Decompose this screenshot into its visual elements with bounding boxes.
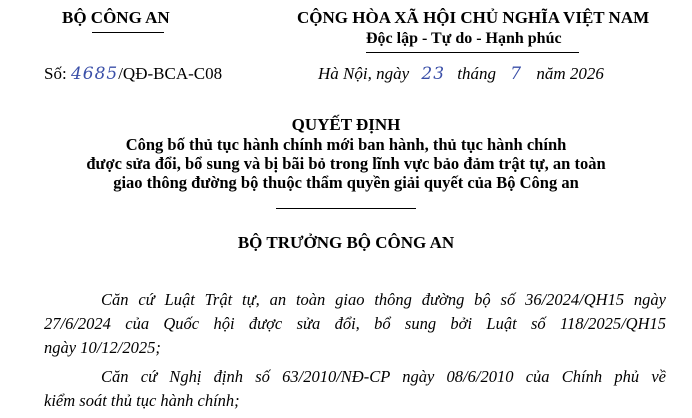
basis-line: Căn cứ Luật Trật tự, an toàn giao thông đường bộ số 36/2024/QH15 ngày <box>101 290 666 309</box>
date-year: năm 2026 <box>532 64 604 83</box>
document-number <box>44 64 222 84</box>
motto-underline <box>366 52 579 53</box>
legal-basis-2 <box>44 365 666 413</box>
date-place: Hà Nội, ngày <box>318 64 414 83</box>
date-day: 23 <box>421 64 446 84</box>
document-number-suffix: /QĐ-BCA-C08 <box>118 64 223 83</box>
country-name: CỘNG HÒA XÃ HỘI CHỦ NGHĨA VIỆT NAM <box>297 8 650 27</box>
basis-line: Căn cứ Nghị định số 63/2010/NĐ-CP ngày 08/6/2010 của Chính phủ về <box>101 367 666 386</box>
legal-basis-1 <box>44 288 666 360</box>
decision-title: QUYẾT ĐỊNH <box>291 115 401 134</box>
subject-line: được sửa đổi, bổ sung và bị bãi bỏ trong lĩnh vực bảo đảm trật tự, an toàn <box>86 154 606 173</box>
issuing-authority: BỘ TRƯỞNG BỘ CÔNG AN <box>237 233 455 252</box>
national-motto: Độc lập - Tự do - Hạnh phúc <box>366 30 562 47</box>
basis-line: 27/6/2024 của Quốc hội được sửa đổi, bổ sung bởi Luật số 118/2025/QH15 <box>44 314 666 333</box>
document-number-prefix: Số: <box>44 64 71 83</box>
decision-subject <box>0 135 692 192</box>
date-month-label: tháng <box>453 64 501 83</box>
basis-line: kiểm soát thủ tục hành chính; <box>44 391 240 410</box>
subject-underline <box>276 208 416 209</box>
subject-line: giao thông đường bộ thuộc thẩm quyền giải quyết của Bộ Công an <box>113 173 579 192</box>
agency-underline <box>92 32 164 33</box>
subject-line: Công bố thủ tục hành chính mới ban hành, thủ tục hành chính <box>125 135 567 154</box>
basis-line: ngày 10/12/2025; <box>44 338 161 357</box>
date-month: 7 <box>510 64 523 84</box>
issue-date <box>318 64 604 84</box>
document-number-value: 4685 <box>70 64 119 84</box>
agency-name: BỘ CÔNG AN <box>62 8 170 27</box>
